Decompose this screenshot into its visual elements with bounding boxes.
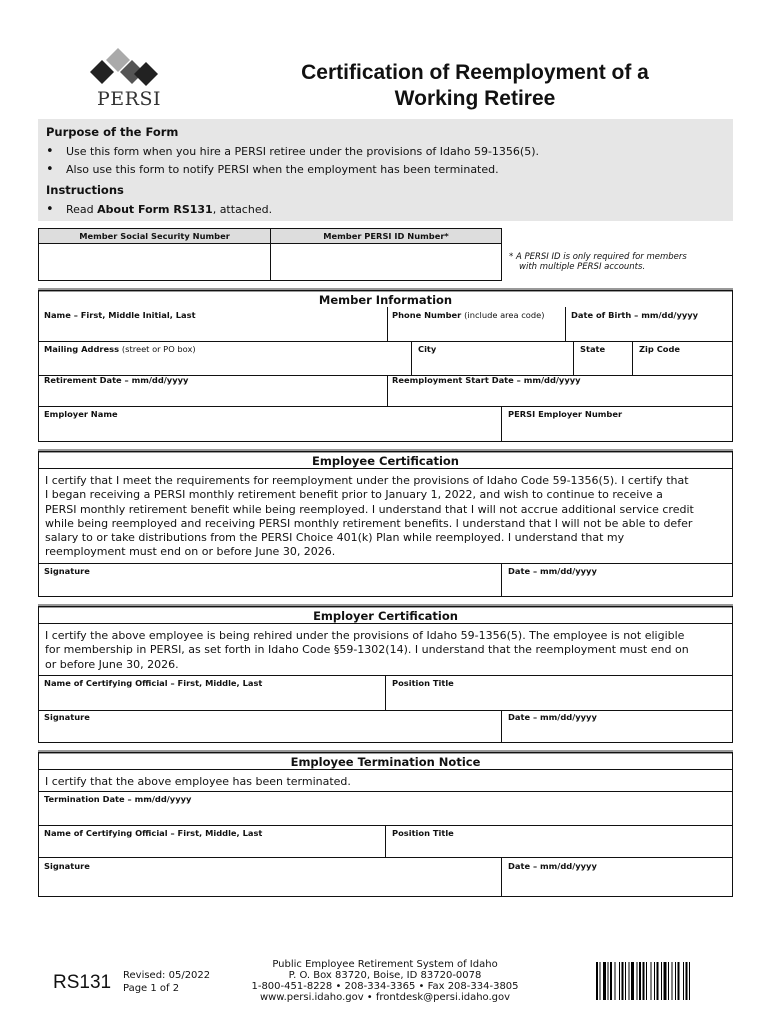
bullet-icon: • (46, 162, 54, 177)
member-info-title: Member Information (318, 293, 453, 307)
state-field[interactable]: State (580, 344, 606, 354)
termination-signature-date-field[interactable]: Date – mm/dd/yyyy (508, 861, 597, 871)
employer-position-field[interactable]: Position Title (392, 678, 454, 688)
logo-wordmark: PERSI (97, 88, 161, 110)
dob-field[interactable]: Date of Birth – mm/dd/yyyy (571, 310, 699, 320)
employer-name-field[interactable]: Employer Name (44, 409, 118, 419)
employer-signature-field[interactable]: Signature (44, 712, 90, 722)
form-code: RS131 (53, 972, 112, 993)
name-field[interactable]: Name – First, Middle Initial, Last (44, 310, 196, 320)
employee-cert-text: I certify that I meet the requirements for reemployment under the provisions of Idaho Code 59-1356(5). I certify that I began receiving a PERSI monthly retirement benefit prior to January 1, 2022, and wish to continue to receive a PERSI monthly retirement benefit while being reemployed. I understand that I will not accrue additional service credit while being reemployed and receiving PERSI monthly retirement benefits. I understand that I will not be able to defer salary to or take distributions from the PERSI Choice 401(k) Plan while reemployed. I understand that my reemployment must end on or before June 30, 2026. (45, 474, 694, 559)
mailing-address-field[interactable]: Mailing Address (street or PO box) (44, 344, 196, 354)
revision-info: Revised: 05/2022 Page 1 of 2 (123, 970, 211, 994)
employer-certification-section (38, 606, 733, 743)
persi-id-note: * A PERSI ID is only required for members with multiple PERSI accounts. (509, 252, 687, 272)
title-line-2: Working Retiree (394, 87, 556, 110)
employer-cert-text: I certify the above employee is being rehired under the provisions of Idaho 59-1356(5). The employee is not eligible for membership in PERSI, as set forth in Idaho Code §59-1302(14). I understand that the reemployment must end on or before June 30, 2026. (45, 629, 689, 671)
ssn-header: Member Social Security Number (38, 228, 271, 244)
termination-notice-section (38, 752, 733, 897)
bullet-icon: • (46, 144, 54, 159)
page-title (250, 60, 700, 112)
employee-certification-section (38, 451, 733, 597)
phone-field[interactable]: Phone Number (include area code) (392, 310, 545, 320)
termination-signature-field[interactable]: Signature (44, 861, 90, 871)
purpose-bullet-2: • Also use this form to notify PERSI when the employment has been terminated. (46, 162, 499, 177)
bullet-icon: • (46, 202, 54, 217)
contact-address: Public Employee Retirement System of Idaho P. O. Box 83720, Boise, ID 83720-0078 1-800-451-8228 • 208-334-3365 • Fax 208-334-3805 www.persi.idaho.gov • frontdesk@persi.idaho.gov (251, 959, 519, 1003)
employer-date-field[interactable]: Date – mm/dd/yyyy (508, 712, 597, 722)
persi-id-header: Member PERSI ID Number* (270, 228, 502, 244)
employee-cert-title: Employee Certification (312, 454, 459, 468)
barcode-icon (596, 962, 732, 1000)
persi-id-input[interactable] (270, 243, 502, 281)
employer-cert-title: Employer Certification (313, 609, 458, 623)
retirement-date-field[interactable]: Retirement Date – mm/dd/yyyy (44, 375, 189, 385)
termination-official-field[interactable]: Name of Certifying Official – First, Middle, Last (44, 828, 263, 838)
employer-number-field[interactable]: PERSI Employer Number (508, 409, 623, 419)
termination-position-field[interactable]: Position Title (392, 828, 454, 838)
zip-field[interactable]: Zip Code (639, 344, 681, 354)
instructions-bullet: • Read About Form RS131, attached. (46, 202, 273, 217)
ssn-input[interactable] (38, 243, 271, 281)
termination-date-field[interactable]: Termination Date – mm/dd/yyyy (44, 794, 192, 804)
employee-signature-field[interactable]: Signature (44, 566, 90, 576)
termination-title: Employee Termination Notice (290, 755, 481, 769)
member-information-section (38, 290, 733, 442)
title-line-1: Certification of Reemployment of a (301, 61, 649, 84)
purpose-panel (38, 119, 733, 221)
city-field[interactable]: City (418, 344, 437, 354)
reemployment-date-field[interactable]: Reemployment Start Date – mm/dd/yyyy (392, 375, 581, 385)
termination-text: I certify that the above employee has been terminated. (45, 775, 351, 788)
instructions-heading: Instructions (46, 183, 124, 197)
employer-official-field[interactable]: Name of Certifying Official – First, Middle, Last (44, 678, 263, 688)
purpose-bullet-1: • Use this form when you hire a PERSI retiree under the provisions of Idaho 59-1356(5). (46, 144, 539, 159)
purpose-heading: Purpose of the Form (46, 125, 179, 139)
employee-date-field[interactable]: Date – mm/dd/yyyy (508, 566, 597, 576)
